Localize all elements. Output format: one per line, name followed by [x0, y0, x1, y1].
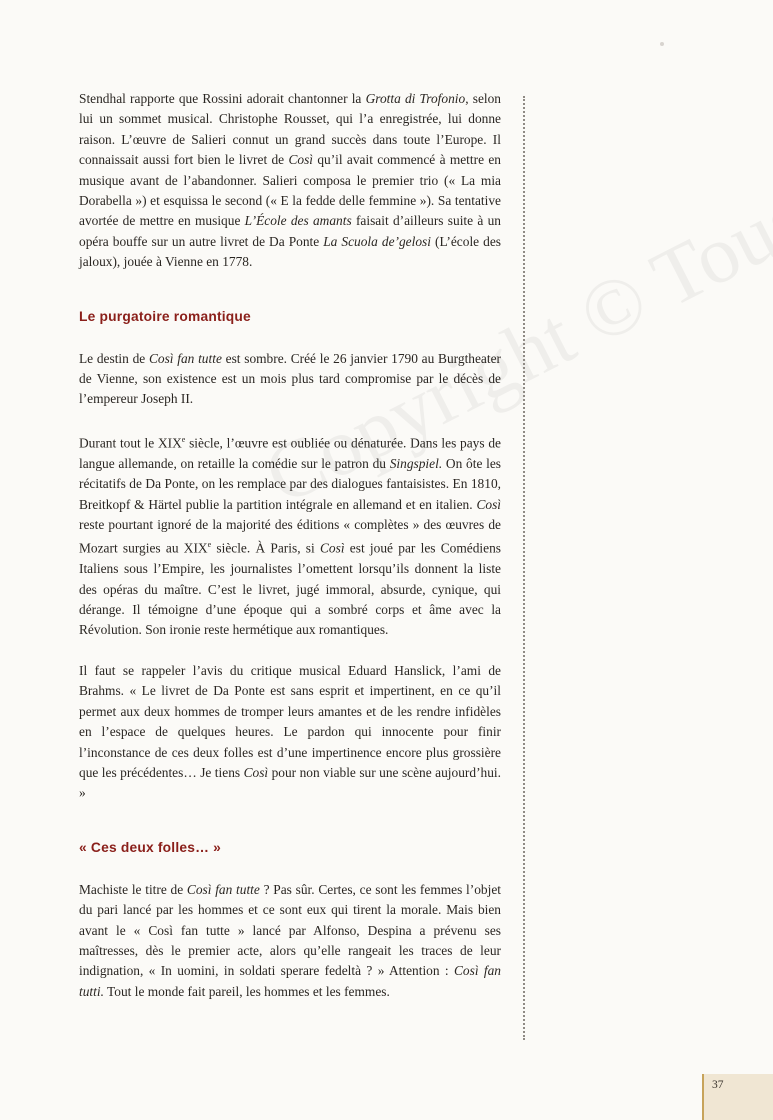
- text-run: est joué par les Comédiens Italiens sous l’Empire, les journalistes l’omettent lorsqu’ils donnent la liste des opéras du maître. C’est le livret, jugé immoral, absurde, cynique, qui dérange. Il témoigne d’une époque qui a sombré corps et âme avec la Révolution. Son ironie reste hermétique aux romantiques.: [79, 540, 501, 638]
- page-edge-speck: [660, 42, 664, 46]
- paragraph: [79, 661, 501, 804]
- paragraph: [79, 880, 501, 1002]
- text-run: faisait d’ailleurs suite à un opéra bouffe sur un autre livret de Da Ponte: [79, 213, 501, 249]
- italic-text: La Scuola de’gelosi: [323, 233, 431, 249]
- article-body: [79, 89, 501, 1002]
- text-run: Tout le monde fait pareil, les hommes et les femmes.: [103, 983, 390, 999]
- italic-text: Singspiel.: [389, 455, 443, 471]
- italic-text: Così fan tutti.: [79, 963, 501, 999]
- superscript-text: e: [181, 434, 186, 444]
- text-run: Il faut se rappeler l’avis du critique musical Eduard Hanslick, l’ami de Brahms. « Le livret de Da Ponte est sans esprit et impertinent, en ce qu’il permet aux deux hommes de tromper leurs amantes et de les rendre infidèles en l’espace de quelques heures. Le pardon qui innocente pour finir l’inconstance de ces deux folles est d’une impertinence encore plus grossière que les précédentes… Je tiens: [79, 662, 501, 780]
- italic-text: Così: [476, 496, 501, 512]
- paragraph: [79, 349, 501, 410]
- section-heading: « Ces deux folles… »: [79, 839, 222, 855]
- text-run: est sombre. Créé le 26 janvier 1790 au Burgtheater de Vienne, son existence est un mois plus tard compromise par le décès de l’empereur Joseph II.: [79, 350, 502, 407]
- text-run: reste pourtant ignoré de la majorité des éditions « complètes » des œuvres de Mozart surgies au XIX: [79, 516, 501, 556]
- paragraph: [79, 430, 501, 641]
- text-run: siècle. À Paris, si: [211, 540, 320, 556]
- italic-text: Grotta di Trofonio: [365, 91, 466, 106]
- dotted-divider: [523, 96, 525, 1040]
- paragraph: [79, 89, 501, 273]
- text-run: (L’école des jaloux), jouée à Vienne en 1778.: [79, 233, 501, 270]
- text-run: Durant tout le XIX: [79, 435, 182, 451]
- text-run: Le destin de: [79, 350, 149, 366]
- italic-text: Così: [288, 152, 313, 168]
- text-run: ? Pas sûr. Certes, ce sont les femmes l’objet du pari lancé par les hommes et ce sont eux qui tirent la morale. Mais bien avant le « Così fan tutte » lancé par Alfonso, Despina a prévenu ses maîtresses, dès le premier acte, alors qu’elle rangeait les traces de leur indignation, « In uomini, in soldati sperare fedeltà ? » Attention :: [79, 881, 501, 979]
- text-run: qu’il avait commencé à mettre en musique avant de l’abandonner. Salieri composa le premier trio (« La mia Dorabella ») et esquissa le second (« E la fedde delle femmine »). Sa tentative avortée de mettre en musique: [79, 152, 501, 229]
- italic-text: Così: [319, 540, 345, 556]
- text-run: pour non viable sur une scène aujourd’hui. »: [79, 764, 501, 801]
- text-run: siècle, l’œuvre est oubliée ou dénaturée. Dans les pays de langue allemande, on retaille la comédie sur le patron du: [79, 435, 501, 471]
- section-heading: Le purgatoire romantique: [79, 308, 251, 324]
- text-run: Machiste le titre de: [79, 881, 187, 897]
- italic-text: L’École des amants: [244, 213, 352, 229]
- text-run: On ôte les récitatifs de Da Ponte, on les remplace par des dialogues fantaisistes. En 1810, Breitkopf & Härtel publie la partition intégrale en allemand et en italien.: [79, 455, 502, 512]
- italic-text: Così fan tutte: [186, 881, 260, 897]
- italic-text: Così fan tutte: [148, 350, 222, 366]
- superscript-text: e: [207, 540, 212, 550]
- text-run: Stendhal rapporte que Rossini adorait chantonner la: [79, 91, 366, 106]
- text-run: , selon lui un sommet musical. Christophe Rousset, qui l’a enregistrée, lui donne raison. L’œuvre de Salieri connut un grand succès dans toute l’Europe. Il connaissait aussi fort bien le livret de: [79, 91, 501, 168]
- italic-text: Così: [243, 764, 269, 780]
- page-number: 37: [712, 1079, 724, 1091]
